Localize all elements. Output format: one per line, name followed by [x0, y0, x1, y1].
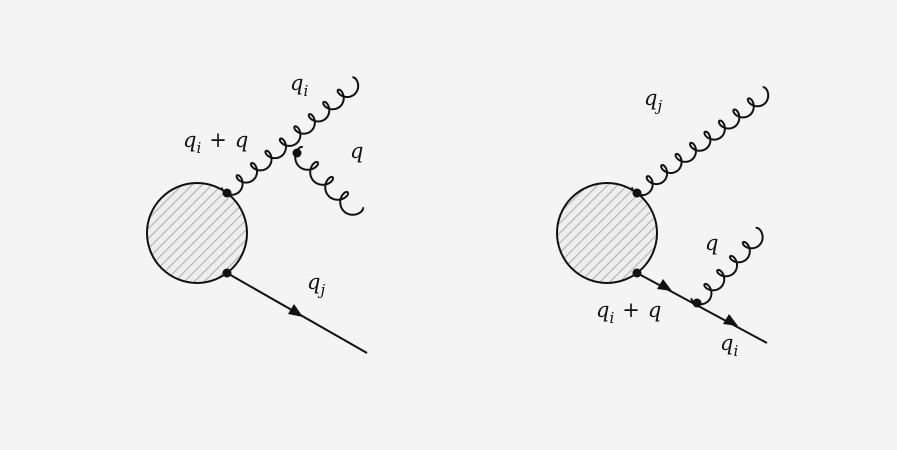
- left-diagram: [147, 71, 367, 353]
- right-vertex-blob-gluon: [633, 189, 642, 198]
- right-gluon-q-line: [692, 228, 763, 304]
- left-label-emitted-gluon: q: [350, 139, 364, 163]
- right-vertex-blob-quark: [633, 269, 642, 278]
- right-label-internal-quark: qi + q: [596, 298, 662, 327]
- left-label-top-gluon: qi: [290, 71, 309, 100]
- left-vertex-blob-quark: [223, 269, 232, 278]
- right-blob: [557, 183, 657, 283]
- left-vertex-emission: [293, 149, 302, 158]
- right-diagram: [557, 86, 768, 360]
- right-vertex-emission: [693, 299, 702, 308]
- left-blob: [147, 183, 247, 283]
- left-quark-arrow: [288, 304, 303, 317]
- left-label-internal-gluon: qi + q: [183, 128, 249, 157]
- right-label-top-gluon: qj: [644, 86, 663, 115]
- left-label-quark: qj: [307, 270, 326, 299]
- right-label-outgoing-quark: qi: [720, 331, 739, 360]
- right-label-emitted-gluon: q: [705, 231, 719, 255]
- left-vertex-blob-gluon: [223, 189, 232, 198]
